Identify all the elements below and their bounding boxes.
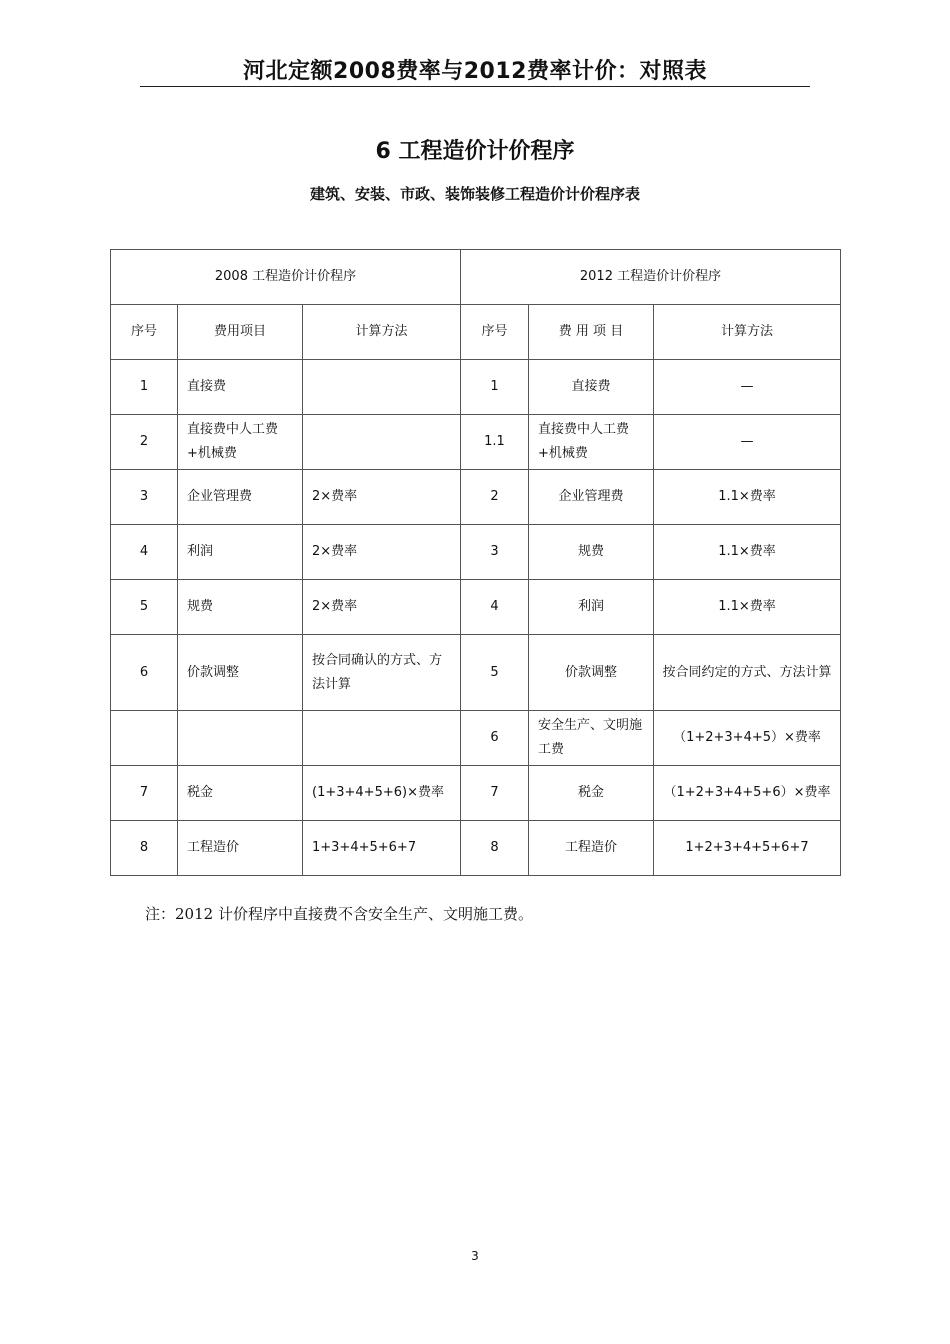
cell-item-2008: 税金 (178, 766, 303, 821)
cell-item-2012: 价款调整 (529, 635, 654, 711)
col-header-item-2008: 费用项目 (178, 305, 303, 360)
cell-item-2012: 工程造价 (529, 821, 654, 876)
document-header: 河北定额2008费率与2012费率计价：对照表 (243, 59, 707, 84)
col-header-method-2008: 计算方法 (303, 305, 461, 360)
cell-item-2012: 直接费 (529, 360, 654, 415)
group-header-2012: 2012 工程造价计价程序 (461, 250, 841, 305)
cell-method-2008: 2×费率 (303, 580, 461, 635)
table-row (111, 635, 841, 711)
cell-seq-2012: 5 (461, 635, 529, 711)
column-header-row (111, 305, 841, 360)
cell-method-2008: 1+3+4+5+6+7 (303, 821, 461, 876)
group-header-row (111, 250, 841, 305)
cell-item-2008: 直接费中人工费+机械费 (178, 415, 303, 470)
cell-item-2008: 利润 (178, 525, 303, 580)
cell-method-2012: 1.1×费率 (654, 525, 841, 580)
col-header-seq-2012: 序号 (461, 305, 529, 360)
cell-method-2012: — (654, 360, 841, 415)
cell-seq-2008: 1 (111, 360, 178, 415)
cell-seq-2008: 8 (111, 821, 178, 876)
cell-seq-2012: 8 (461, 821, 529, 876)
cell-seq-2008: 2 (111, 415, 178, 470)
table-subtitle: 建筑、安装、市政、装饰装修工程造价计价程序表 (309, 185, 640, 203)
cell-seq-2012: 2 (461, 470, 529, 525)
cell-seq-2012: 1 (461, 360, 529, 415)
cell-method-2008 (303, 711, 461, 766)
cell-item-2008: 价款调整 (178, 635, 303, 711)
cell-method-2012: 1+2+3+4+5+6+7 (654, 821, 841, 876)
pricing-procedure-table (110, 249, 841, 876)
cell-method-2012: — (654, 415, 841, 470)
table-row (111, 470, 841, 525)
cell-seq-2008 (111, 711, 178, 766)
table-note: 注：2012 计价程序中直接费不含安全生产、文明施工费。 (145, 905, 533, 923)
cell-method-2008: 按合同确认的方式、方法计算 (303, 635, 461, 711)
section-title: 6 工程造价计价程序 (375, 139, 575, 164)
cell-item-2012: 直接费中人工费+机械费 (529, 415, 654, 470)
cell-method-2012: （1+2+3+4+5+6）×费率 (654, 766, 841, 821)
cell-method-2012: 1.1×费率 (654, 470, 841, 525)
group-header-2008: 2008 工程造价计价程序 (111, 250, 461, 305)
table-row (111, 525, 841, 580)
cell-method-2012: 按合同约定的方式、方法计算 (654, 635, 841, 711)
cell-item-2008: 工程造价 (178, 821, 303, 876)
cell-seq-2012: 1.1 (461, 415, 529, 470)
cell-method-2008: (1+3+4+5+6)×费率 (303, 766, 461, 821)
col-header-seq-2008: 序号 (111, 305, 178, 360)
cell-seq-2012: 4 (461, 580, 529, 635)
table-row (111, 711, 841, 766)
header-rule (140, 86, 810, 87)
cell-seq-2008: 4 (111, 525, 178, 580)
cell-seq-2008: 3 (111, 470, 178, 525)
table-row (111, 821, 841, 876)
cell-method-2012: 1.1×费率 (654, 580, 841, 635)
table-row (111, 580, 841, 635)
cell-seq-2012: 7 (461, 766, 529, 821)
cell-method-2008: 2×费率 (303, 470, 461, 525)
table-row (111, 766, 841, 821)
cell-item-2008 (178, 711, 303, 766)
cell-seq-2012: 3 (461, 525, 529, 580)
cell-item-2008: 直接费 (178, 360, 303, 415)
cell-method-2008: 2×费率 (303, 525, 461, 580)
cell-seq-2008: 7 (111, 766, 178, 821)
table-row (111, 415, 841, 470)
cell-item-2012: 税金 (529, 766, 654, 821)
cell-method-2012: （1+2+3+4+5）×费率 (654, 711, 841, 766)
cell-method-2008 (303, 415, 461, 470)
cell-item-2012: 规费 (529, 525, 654, 580)
cell-seq-2008: 6 (111, 635, 178, 711)
col-header-item-2012: 费 用 项 目 (529, 305, 654, 360)
cell-item-2012: 利润 (529, 580, 654, 635)
cell-seq-2008: 5 (111, 580, 178, 635)
col-header-method-2012: 计算方法 (654, 305, 841, 360)
cell-item-2008: 企业管理费 (178, 470, 303, 525)
cell-item-2012: 企业管理费 (529, 470, 654, 525)
table-row (111, 360, 841, 415)
cell-seq-2012: 6 (461, 711, 529, 766)
cell-item-2008: 规费 (178, 580, 303, 635)
cell-item-2012: 安全生产、文明施工费 (529, 711, 654, 766)
cell-method-2008 (303, 360, 461, 415)
page-number: 3 (471, 1249, 479, 1263)
